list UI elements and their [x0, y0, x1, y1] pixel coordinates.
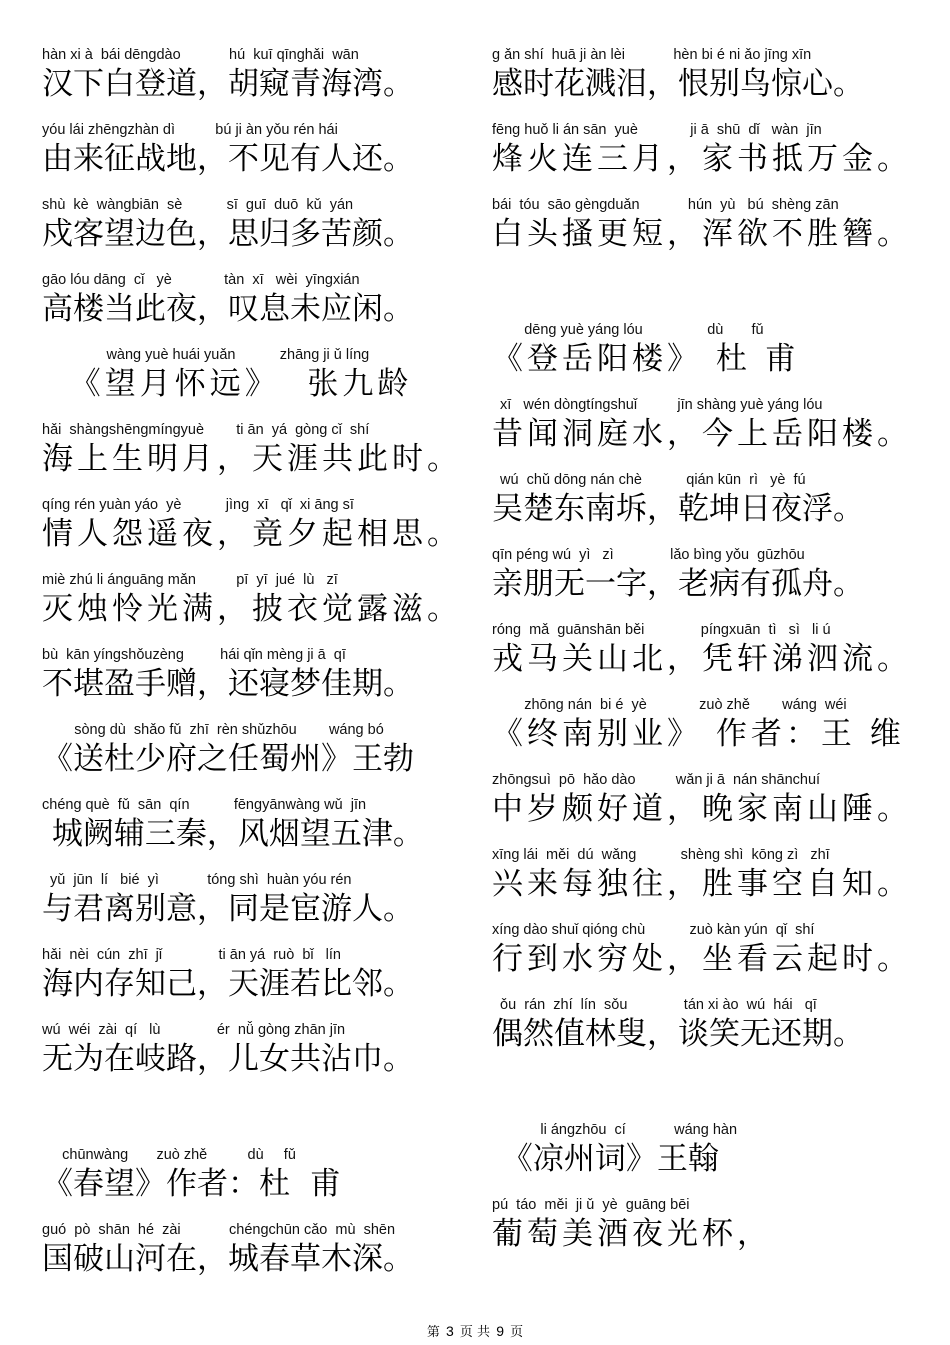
hanzi-line: 情人怨遥夜，竟夕起相思。 — [42, 516, 462, 552]
pinyin-line: xīng lái měi dú wǎng shèng shì kōng zì zhī — [492, 847, 830, 863]
hanzi-line: 高楼当此夜，叹息未应闲。 — [42, 291, 414, 327]
hanzi-line: 偶然值林叟，谈笑无还期。 — [492, 1016, 864, 1052]
hanzi-line: 无为在岐路，儿女共沾巾。 — [42, 1041, 414, 1077]
hanzi-line: 汉下白登道，胡窥青海湾。 — [42, 66, 414, 102]
footer-suffix: 页 — [510, 1325, 524, 1340]
pinyin-line: hǎi nèi cún zhī jǐ ti ān yá ruò bǐ lín — [42, 947, 341, 963]
poem-title: 《望月怀远》 张九龄 — [42, 366, 413, 402]
pinyin-line: bù kān yíngshǒuzèng hái qǐn mèng ji ā qī — [42, 647, 346, 663]
footer-middle: 页 共 — [459, 1325, 491, 1340]
hanzi-line: 不堪盈手赠，还寝梦佳期。 — [42, 666, 414, 702]
hanzi-line: 感时花溅泪，恨别鸟惊心。 — [492, 66, 864, 102]
hanzi-line: 城阙辅三秦，风烟望五津。 — [42, 816, 424, 852]
hanzi-line: 海内存知己，天涯若比邻。 — [42, 966, 414, 1002]
hanzi-line: 中岁颇好道，晚家南山陲。 — [492, 791, 912, 827]
poem-title-pinyin: chūnwàng zuò zhě dù fǔ — [42, 1147, 296, 1163]
hanzi-line: 葡萄美酒夜光杯， — [492, 1216, 772, 1252]
pinyin-line: xíng dào shuǐ qióng chù zuò kàn yún qǐ shí — [492, 922, 815, 938]
pinyin-line: yóu lái zhēngzhàn dì bú ji àn yǒu rén hái — [42, 122, 338, 138]
page-footer — [0, 1321, 950, 1340]
hanzi-line: 海上生明月，天涯共此时。 — [42, 441, 462, 477]
pinyin-line: róng mǎ guānshān běi píngxuān tì sì li ú — [492, 622, 831, 638]
hanzi-line: 戎马关山北，凭轩涕泗流。 — [492, 641, 912, 677]
pinyin-line: guó pò shān hé zài chéngchūn cǎo mù shēn — [42, 1222, 396, 1238]
poem-title: 《春望》作者：杜 甫 — [42, 1166, 341, 1202]
hanzi-line: 吴楚东南坼，乾坤日夜浮。 — [492, 491, 864, 527]
pinyin-line: shù kè wàngbiān sè sī guī duō kǔ yán — [42, 197, 354, 213]
pinyin-line: zhōngsuì pō hǎo dào wǎn ji ā nán shānchuí — [492, 772, 821, 788]
pinyin-line: fēng huǒ li án sān yuè ji ā shū dǐ wàn jīn — [492, 122, 822, 138]
hanzi-line: 戍客望边色，思归多苦颜。 — [42, 216, 414, 252]
hanzi-line: 国破山河在，城春草木深。 — [42, 1241, 414, 1277]
poem-title-pinyin: li ángzhōu cí wáng hàn — [492, 1122, 738, 1138]
current-page-number: 3 — [445, 1323, 454, 1339]
hanzi-line: 灭烛怜光满，披衣觉露滋。 — [42, 591, 462, 627]
pinyin-line: chéng què fǔ sān qín fēngyānwàng wǔ jīn — [42, 797, 367, 813]
pinyin-line: qíng rén yuàn yáo yè jìng xī qǐ xi āng sī — [42, 497, 354, 513]
poem-title-pinyin: wàng yuè huái yuǎn zhāng ji ǔ líng — [42, 347, 370, 363]
hanzi-line: 与君离别意，同是宦游人。 — [42, 891, 414, 927]
pinyin-line: yǔ jūn lí bié yì tóng shì huàn yóu rén — [42, 872, 352, 888]
total-page-number: 9 — [496, 1323, 504, 1339]
poem-title-pinyin: zhōng nán bi é yè zuò zhě wáng wéi — [492, 697, 847, 713]
poem-title: 《终南别业》 作者：王 维 — [492, 716, 905, 752]
poem-title: 《凉州词》王翰 — [492, 1141, 719, 1177]
footer-prefix: 第 — [426, 1325, 440, 1340]
pinyin-line: wú wéi zài qí lù ér nǚ gòng zhān jīn — [42, 1022, 346, 1038]
hanzi-line: 兴来每独往，胜事空自知。 — [492, 866, 912, 902]
hanzi-line: 烽火连三月，家书抵万金。 — [492, 141, 912, 177]
pinyin-line: bái tóu sāo gèngduǎn hún yù bú shèng zān — [492, 197, 839, 213]
hanzi-line: 昔闻洞庭水，今上岳阳楼。 — [492, 416, 912, 452]
pinyin-line: hǎi shàngshēngmíngyuè ti ān yá gòng cǐ shí — [42, 422, 370, 438]
pinyin-line: qīn péng wú yì zì lǎo bìng yǒu gūzhōu — [492, 547, 805, 563]
pinyin-line: wú chǔ dōng nán chè qián kūn rì yè fú — [492, 472, 806, 488]
hanzi-line: 白头搔更短，浑欲不胜簪。 — [492, 216, 912, 252]
pinyin-line: pú táo měi ji ǔ yè guāng bēi — [492, 1197, 690, 1213]
poem-title: 《送杜少府之任蜀州》王勃 — [42, 741, 414, 777]
hanzi-line: 亲朋无一字，老病有孤舟。 — [492, 566, 864, 602]
poem-title: 《登岳阳楼》 杜 甫 — [492, 341, 800, 377]
pinyin-line: miè zhú li ánguāng mǎn pī yī jué lù zī — [42, 572, 338, 588]
pinyin-line: hàn xi à bái dēngdào hú kuī qīnghǎi wān — [42, 47, 359, 63]
pinyin-line: g ǎn shí huā ji àn lèi hèn bi é ni ǎo jīng xīn — [492, 47, 812, 63]
hanzi-line: 由来征战地，不见有人还。 — [42, 141, 414, 177]
poem-title-pinyin: sòng dù shǎo fǔ zhī rèn shǔzhōu wáng bó — [42, 722, 384, 738]
poem-title-pinyin: dēng yuè yáng lóu dù fǔ — [492, 322, 764, 338]
pinyin-line: ǒu rán zhí lín sǒu tán xi ào wú hái qī — [492, 997, 817, 1013]
pinyin-line: xī wén dòngtíngshuǐ jīn shàng yuè yáng lóu — [492, 397, 823, 413]
pinyin-line: gāo lóu dāng cǐ yè tàn xī wèi yīngxián — [42, 272, 360, 288]
hanzi-line: 行到水穷处，坐看云起时。 — [492, 941, 912, 977]
